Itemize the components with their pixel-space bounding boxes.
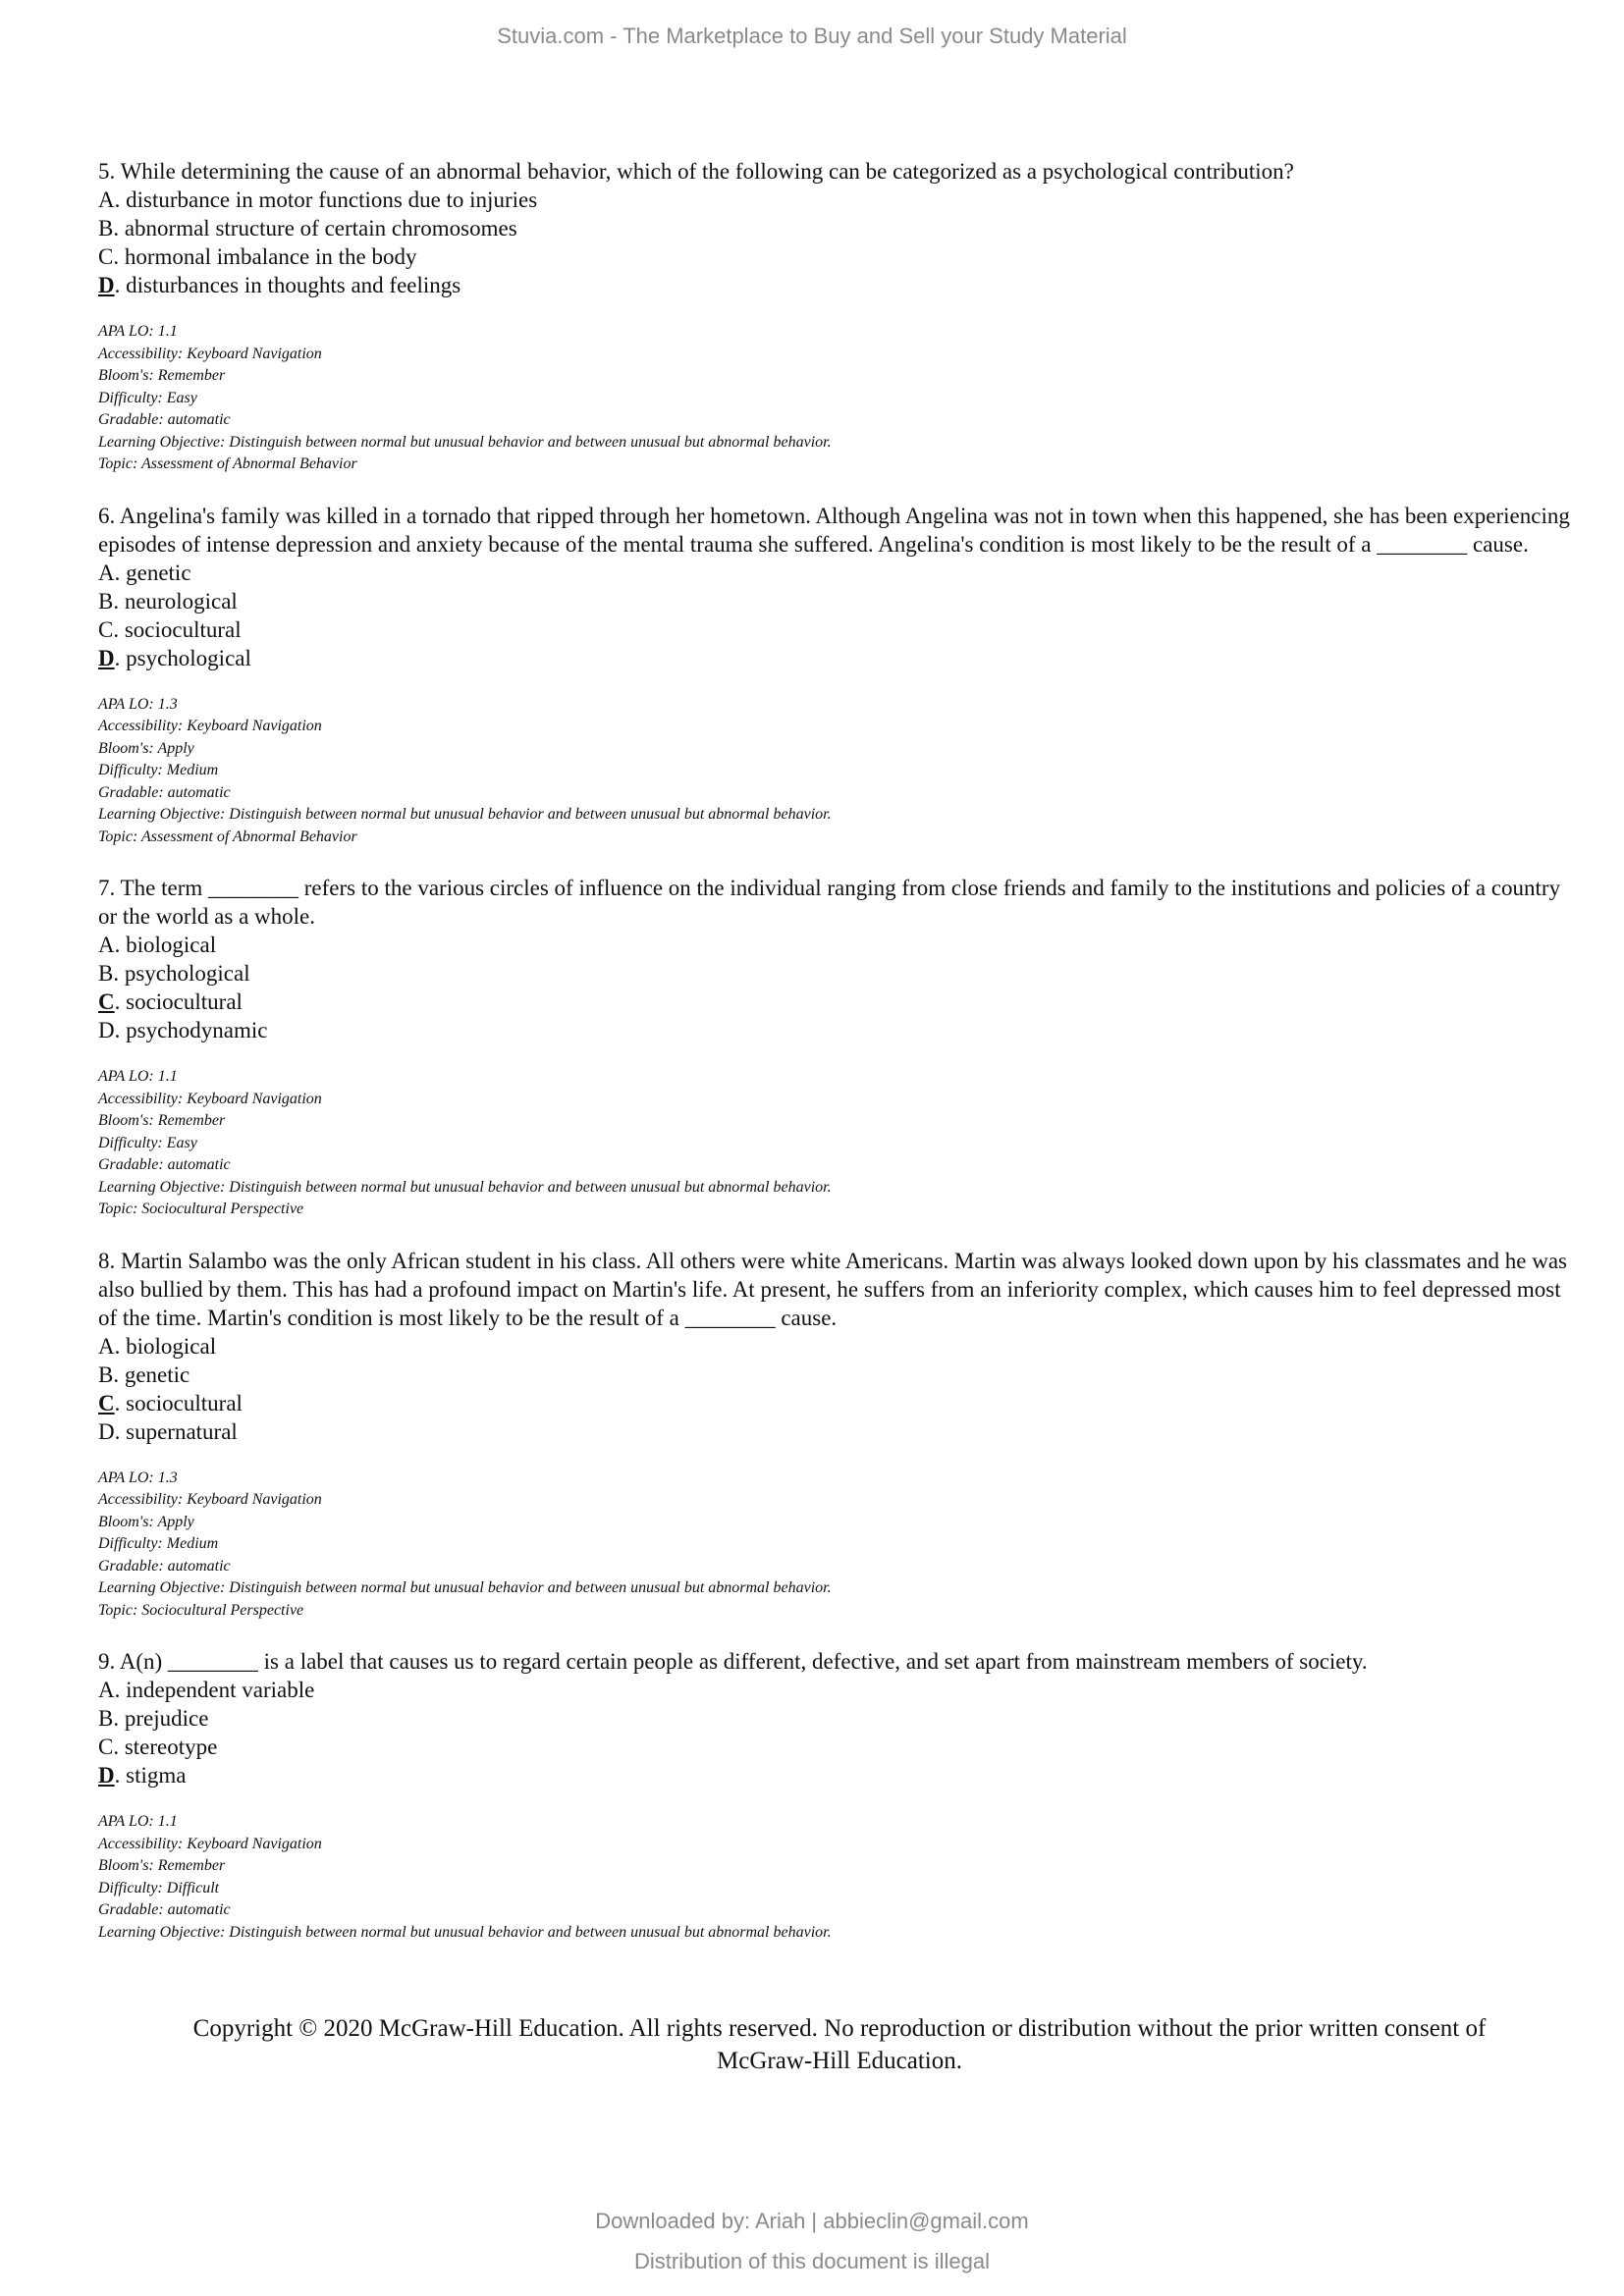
answer-text: genetic <box>126 560 191 585</box>
answer-option <box>98 959 1581 988</box>
answer-text: prejudice <box>124 1706 209 1731</box>
answer-option <box>98 1389 1581 1417</box>
answer-letter: A <box>98 1678 115 1702</box>
answer-letter: B <box>98 1706 114 1731</box>
answer-option <box>98 1761 1581 1789</box>
metadata-line: Bloom's: Apply <box>98 1513 194 1530</box>
metadata-line: Learning Objective: Distinguish between normal but unusual behavior and between unusual but abnormal behavior. <box>98 1579 832 1596</box>
correct-answer-letter: D <box>98 273 115 297</box>
answer-separator: . <box>114 1418 127 1444</box>
answer-option <box>98 931 1581 959</box>
metadata-line: APA LO: 1.1 <box>98 1068 178 1085</box>
answer-text: sociocultural <box>124 616 242 642</box>
answer-separator: . <box>114 1763 127 1788</box>
metadata-line: Topic: Sociocultural Perspective <box>98 1601 304 1619</box>
correct-answer-letter: C <box>98 989 115 1014</box>
answer-option <box>98 615 1581 644</box>
copyright-notice <box>98 2012 1581 2077</box>
answer-option <box>98 559 1581 587</box>
answer-option <box>98 1417 1581 1446</box>
answer-separator: . <box>114 933 127 957</box>
answer-letter: B <box>98 961 114 986</box>
correct-answer-letter: D <box>98 645 115 670</box>
answer-text: psychological <box>124 961 250 986</box>
answer-text: supernatural <box>126 1418 238 1444</box>
metadata-line: Topic: Sociocultural Perspective <box>98 1201 304 1217</box>
answer-letter: A <box>98 1333 115 1359</box>
answer-option <box>98 242 1581 271</box>
answer-text: disturbances in thoughts and feelings <box>126 273 461 297</box>
question-block <box>98 1247 1581 1623</box>
metadata-line: Bloom's: Remember <box>98 1112 226 1129</box>
header-note: Stuvia.com - The Marketplace to Buy and Sell your Study Material <box>497 24 1127 48</box>
answer-letter: D <box>98 1018 115 1042</box>
downloaded-by-note: Downloaded by: Ariah | abbieclin@gmail.com <box>595 2209 1029 2233</box>
question-spacer <box>98 476 1581 502</box>
answer-separator: . <box>113 244 125 269</box>
metadata-line: Learning Objective: Distinguish between normal but unusual behavior and between unusual but abnormal behavior. <box>98 1178 832 1196</box>
answer-text: sociocultural <box>126 1390 243 1415</box>
copyright-line-2: McGraw-Hill Education. <box>717 2048 962 2074</box>
metadata-line: Topic: Assessment of Abnormal Behavior <box>98 828 357 845</box>
answer-letter: B <box>98 1362 114 1387</box>
metadata-line: Learning Objective: Distinguish between normal but unusual behavior and between unusual but abnormal behavior. <box>98 1923 832 1941</box>
metadata-line: Difficulty: Easy <box>98 389 197 406</box>
answer-text: psychodynamic <box>126 1018 268 1042</box>
question-metadata <box>98 321 1581 476</box>
answer-text: sociocultural <box>126 989 243 1014</box>
metadata-line: APA LO: 1.3 <box>98 1468 178 1486</box>
metadata-line: Difficulty: Medium <box>98 1535 219 1552</box>
answer-text: psychological <box>126 645 251 670</box>
answer-letter: C <box>98 244 114 269</box>
answer-letter: C <box>98 1735 114 1759</box>
metadata-line: Difficulty: Easy <box>98 1134 197 1151</box>
answer-letter: B <box>98 588 114 614</box>
answer-option <box>98 1733 1581 1761</box>
question-stem: 9. A(n) ________ is a label that causes us to regard certain people as different, defective, and set apart from mainstream members of society. <box>98 1649 1368 1674</box>
correct-answer-letter: D <box>98 1763 115 1788</box>
question-block <box>98 502 1581 849</box>
answer-separator: . <box>114 187 127 212</box>
metadata-line: Gradable: automatic <box>98 783 231 801</box>
answer-separator: . <box>114 989 127 1014</box>
metadata-line: Accessibility: Keyboard Navigation <box>98 1491 322 1508</box>
answer-text: hormonal imbalance in the body <box>124 244 417 269</box>
answer-text: biological <box>126 933 217 957</box>
question-spacer <box>98 848 1581 874</box>
question-stem: 8. Martin Salambo was the only African student in his class. All others were white Americans. Martin was always looked down upon by his classmates and he was also bullied by them. This has had a profound impact on Martin's life. At present, he suffers from an inferiority complex, which causes him to feel depressed most of the time. Martin's condition is most likely to be the result of a ________ cause. <box>98 1248 1567 1330</box>
answer-separator: . <box>113 1735 125 1759</box>
metadata-line: Accessibility: Keyboard Navigation <box>98 1090 322 1107</box>
answer-separator: . <box>114 560 127 585</box>
answer-separator: . <box>113 216 125 240</box>
answer-letter: D <box>98 1418 115 1444</box>
metadata-line: Difficulty: Medium <box>98 762 219 778</box>
metadata-line: Bloom's: Remember <box>98 1857 226 1874</box>
answer-separator: . <box>114 1678 127 1702</box>
answer-separator: . <box>114 1333 127 1359</box>
answer-separator: . <box>113 1706 125 1731</box>
metadata-line: Accessibility: Keyboard Navigation <box>98 1835 322 1852</box>
answer-letter: B <box>98 216 114 240</box>
answer-text: biological <box>126 1333 217 1359</box>
answer-option <box>98 1676 1581 1704</box>
metadata-line: APA LO: 1.1 <box>98 1813 178 1830</box>
answer-option <box>98 1332 1581 1361</box>
answer-separator: . <box>114 1018 127 1042</box>
metadata-line: Learning Objective: Distinguish between normal but unusual behavior and between unusual but abnormal behavior. <box>98 433 832 451</box>
metadata-line: Accessibility: Keyboard Navigation <box>98 345 322 362</box>
answer-option <box>98 186 1581 214</box>
metadata-line: Gradable: automatic <box>98 1156 231 1173</box>
answer-option <box>98 644 1581 672</box>
question-block <box>98 1647 1581 1944</box>
answer-option <box>98 1704 1581 1733</box>
question-metadata <box>98 694 1581 849</box>
answer-option <box>98 1016 1581 1044</box>
answer-separator: . <box>114 1390 127 1415</box>
answer-text: stereotype <box>124 1735 218 1759</box>
answer-separator: . <box>113 1362 125 1387</box>
answer-letter: C <box>98 616 114 642</box>
question-block <box>98 874 1581 1221</box>
answer-letter: A <box>98 560 115 585</box>
question-block <box>98 157 1581 476</box>
question-metadata <box>98 1468 1581 1623</box>
answer-option <box>98 1361 1581 1389</box>
question-stem: 5. While determining the cause of an abnormal behavior, which of the following can be categorized as a psychological contribution? <box>98 159 1294 184</box>
question-spacer <box>98 1221 1581 1247</box>
metadata-line: Accessibility: Keyboard Navigation <box>98 718 322 734</box>
answer-separator: . <box>114 273 127 297</box>
metadata-line: APA LO: 1.3 <box>98 695 178 713</box>
answer-text: neurological <box>124 588 238 614</box>
question-metadata <box>98 1066 1581 1221</box>
distribution-note: Distribution of this document is illegal <box>634 2249 990 2273</box>
metadata-line: Difficulty: Difficult <box>98 1879 220 1896</box>
question-list <box>98 157 1581 1944</box>
answer-text: independent variable <box>126 1678 315 1702</box>
answer-separator: . <box>113 616 125 642</box>
question-stem: 6. Angelina's family was killed in a tornado that ripped through her hometown. Although Angelina was not in town when this happened, she has been experiencing episodes of intense depression and anxiety because of the mental trauma she suffered. Angelina's condition is most likely to be the result of a ________ cause. <box>98 503 1570 557</box>
metadata-line: APA LO: 1.1 <box>98 323 178 340</box>
question-metadata <box>98 1811 1581 1944</box>
metadata-line: Bloom's: Apply <box>98 739 194 757</box>
answer-letter: A <box>98 933 115 957</box>
question-stem: 7. The term ________ refers to the various circles of influence on the individual ranging from close friends and family to the institutions and policies of a country or the world as a whole. <box>98 876 1561 929</box>
answer-option <box>98 271 1581 299</box>
metadata-line: Bloom's: Remember <box>98 367 226 384</box>
metadata-line: Gradable: automatic <box>98 411 231 428</box>
answer-text: stigma <box>126 1763 187 1788</box>
answer-option <box>98 214 1581 242</box>
answer-text: disturbance in motor functions due to injuries <box>126 187 538 212</box>
question-spacer <box>98 1622 1581 1647</box>
metadata-line: Gradable: automatic <box>98 1901 231 1918</box>
answer-separator: . <box>113 588 125 614</box>
metadata-line: Gradable: automatic <box>98 1557 231 1575</box>
answer-letter: A <box>98 187 115 212</box>
answer-text: genetic <box>124 1362 190 1387</box>
metadata-line: Topic: Assessment of Abnormal Behavior <box>98 455 357 472</box>
copyright-line-1: Copyright © 2020 McGraw-Hill Education. All rights reserved. No reproduction or distribution without the prior written consent of <box>192 2015 1487 2042</box>
metadata-line: Learning Objective: Distinguish between normal but unusual behavior and between unusual but abnormal behavior. <box>98 806 832 823</box>
answer-separator: . <box>114 645 127 670</box>
answer-text: abnormal structure of certain chromosomes <box>124 216 517 240</box>
answer-separator: . <box>113 961 125 986</box>
answer-option <box>98 988 1581 1016</box>
answer-option <box>98 587 1581 615</box>
correct-answer-letter: C <box>98 1390 115 1415</box>
